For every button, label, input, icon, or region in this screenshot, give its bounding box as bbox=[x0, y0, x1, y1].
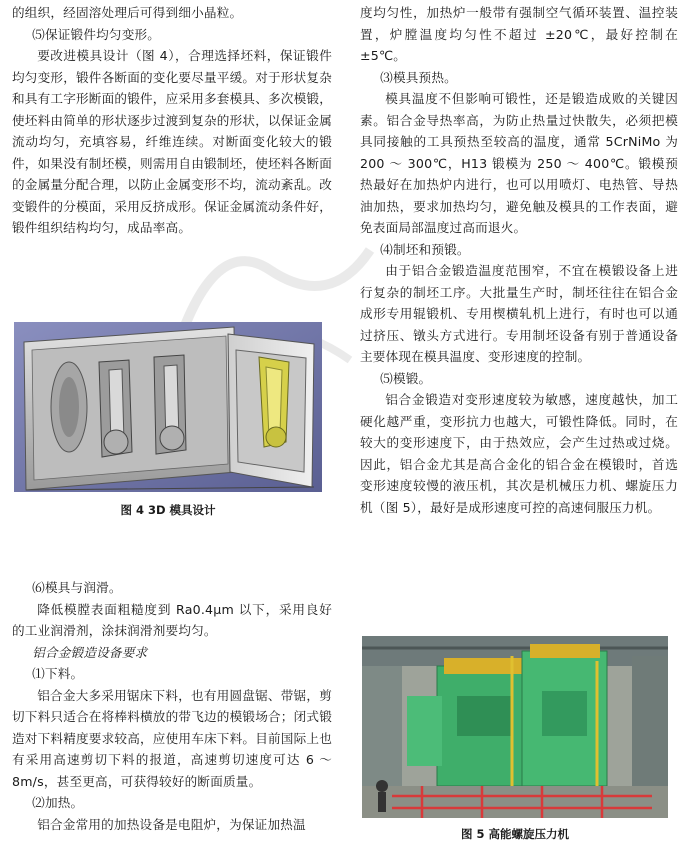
heading-die-forging: ⑸模锻。 bbox=[380, 370, 432, 386]
paragraph-cutting: 铝合金大多采用锯床下料，也有用圆盘锯、带锯，剪切下料只适合在将棒料横放的带飞边的模锻场合；闭式锻造对下料精度要求较高，应使用车床下料。目前国际上也有采用高速剪切下料的报道，高速剪切速度可达 6 ～ 8m/s，甚至更高，可获得较好的断面质量。 bbox=[12, 687, 332, 789]
right-column bbox=[360, 2, 678, 518]
figure-screw-press bbox=[362, 636, 668, 818]
section-title-equipment: 铝合金锻造设备要求 bbox=[32, 644, 148, 660]
heading-cutting: ⑴下料。 bbox=[32, 666, 84, 681]
heading-preforming: ⑷制坯和预锻。 bbox=[380, 241, 470, 257]
heading-uniform-deformation: ⑸保证锻件均匀变形。 bbox=[32, 26, 161, 42]
figure-3d-die-design bbox=[14, 322, 322, 492]
paragraph-die-forging: 铝合金锻造对变形速度较为敏感，速度越快，加工硬化越严重，变形抗力也越大，可锻性降低。同时，在较大的变形速度下，由于热效应，会产生过热或过烧。因此，铝合金尤其是高合金化的铝合金在模锻时，首选变形速度较慢的液压机，其次是机械压力机、螺旋压力机（图 5），最好是成形速度可控的高速伺服压力机。 bbox=[360, 392, 678, 515]
paragraph-die-design: 要改进模具设计（图 4），合理选择坯料，保证锻件均匀变形，锻件各断面的变化要尽量平缓。对于形状复杂和具有工字形断面的锻件，应采用多套模具、多次模锻，使坯料由简单的形状逐步过渡到复杂的形状，以保证金属流动均匀，充填容易，纤维连续。对断面变化较大的锻件，如果没有制坯模，则需用自由锻制坯，使坯料各断面的金属量分配合理，以防止金属变形不均，流动紊乱。改变锻件的分模面，采用反挤成形。保证金属流动条件好，锻件组织结构均匀，成品率高。 bbox=[12, 48, 332, 235]
paragraph-grain: 的组织，经固溶处理后可得到细小晶粒。 bbox=[12, 5, 243, 20]
paragraph-die-preheat: 模具温度不但影响可锻性，还是锻造成败的关键因素。铝合金导热率高，为防止热量过快散失，必须把模具同接触的工具预热至较高的温度，通常 5CrNiMo 为 200 ～ 300℃，H13 锻模为 250 ～ 400℃。锻模预热最好在加热炉内进行，也可以用喷灯、电热管、导热油加热，要求加热均匀，避免触及模具的工作表面，避免表面局部温度过高而退火。 bbox=[360, 91, 678, 235]
left-column-lower bbox=[12, 577, 332, 835]
figure-5-caption: 图 5 高能螺旋压力机 bbox=[460, 827, 569, 841]
heading-die-lubrication: ⑹模具与润滑。 bbox=[32, 580, 122, 595]
screw-press-photo-illustration bbox=[362, 636, 668, 818]
paragraph-preforming: 由于铝合金锻造温度范围窄，不宜在模锻设备上进行复杂的制坯工序。大批量生产时，制坯往往在铝合金成形专用辊锻机、专用楔横轧机上进行，有时也可以通过挤压、镦头方式进行。专用制坯设备有别于普通设备主要体现在模具温度、变形速度的控制。 bbox=[360, 263, 678, 364]
paragraph-heating: 铝合金常用的加热设备是电阻炉，为保证加热温 bbox=[37, 816, 306, 832]
heading-die-preheat: ⑶模具预热。 bbox=[380, 69, 457, 85]
die-3d-illustration bbox=[14, 322, 322, 492]
figure-4-caption: 图 4 3D 模具设计 bbox=[120, 503, 216, 517]
paragraph-lubrication: 降低模膛表面粗糙度到 Ra0.4μm 以下，采用良好的工业润滑剂，涂抹润滑剂要均匀。 bbox=[12, 601, 332, 638]
heading-heating: ⑵加热。 bbox=[32, 795, 84, 810]
paragraph-heating-cont: 度均匀性，加热炉一般带有强制空气循环装置、温控装置，炉膛温度均匀性不超过 ±20℃，最好控制在 ±5℃。 bbox=[360, 5, 678, 63]
left-column bbox=[12, 2, 332, 239]
